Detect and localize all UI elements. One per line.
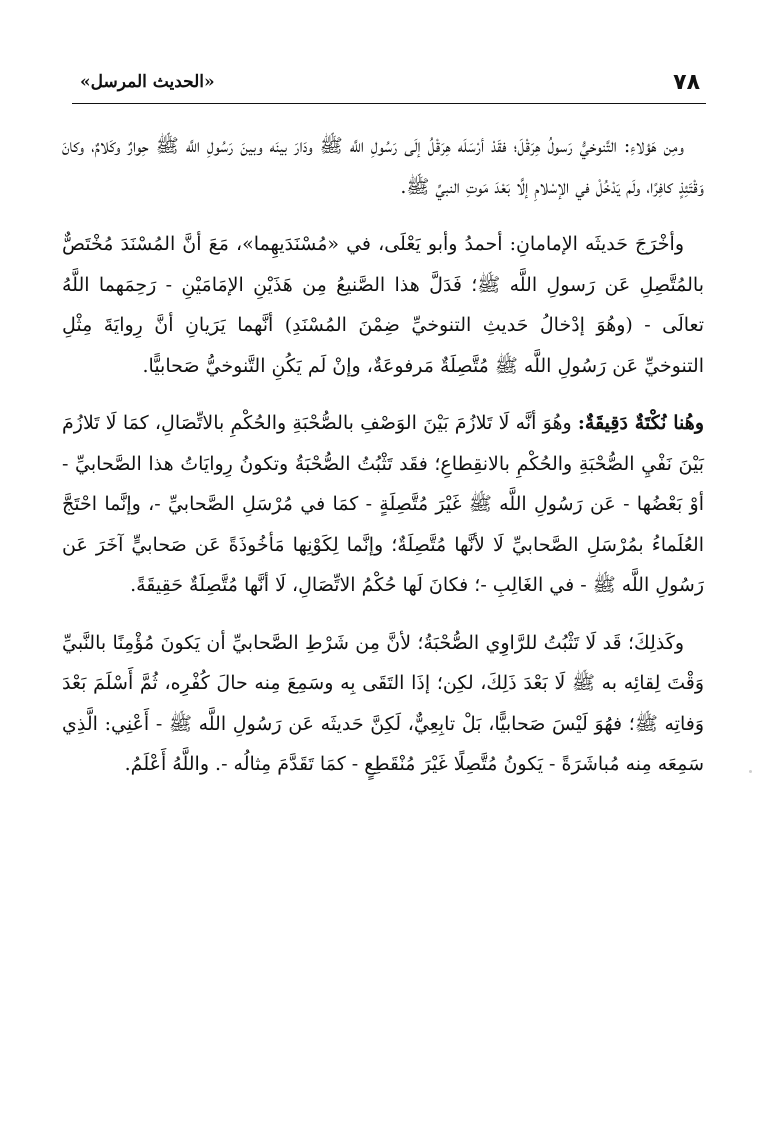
running-title: «الحديث المرسل»: [80, 72, 215, 92]
paragraph-tanukhi: [62, 126, 704, 207]
paragraph-lead: وهُنا نُكْتَةٌ دَقِيقَةٌ:: [577, 412, 704, 434]
paragraph-text: وكَذلِكَ؛ قَد لَا تَثْبُتُ للرَّاوِي الصُّحْبَةُ؛ لأنَّ مِن شَرْطِ الصَّحابيِّ أن يَكونَ مُؤْمِنًا بالنَّبيِّ وَقْتَ لِقائِه به ﷺ لَا بَعْدَ ذَلِكَ، لكِن؛ إذَا التَقَى بِه وسَمِعَ مِنه حالَ كُفْرِه، ثُمَّ أَسْلَمَ بَعْدَ وَفاتِه ﷺ؛ فهُوَ لَيْسَ صَحابيًّا، بَلْ تابِعِيٌّ، لَكِنَّ حَديثَه عَن رَسُولِ اللَّه ﷺ - أَعْنِي: الَّذِي سَمِعَه مِنه مُباشَرَةً - يَكونُ مُتَّصِلًا غَيْرَ مُنْقَطِعٍ - كمَا تَقَدَّمَ مِثالُه -. واللَّهُ أَعْلَمُ.: [62, 631, 704, 775]
paragraph-companionship: [62, 623, 704, 785]
paragraph-musnad: [62, 224, 704, 386]
paragraph-subtle-point: [62, 403, 704, 606]
margin-speck: [749, 770, 752, 773]
header-divider: [72, 103, 706, 104]
main-text: [62, 126, 704, 802]
running-header: [72, 66, 706, 104]
paragraph-text: وهُوَ أنَّه لَا تَلازُمَ بَيْنَ الوَصْفِ بالصُّحْبَةِ والحُكْمِ بالاتِّصَالِ، كمَا لَا تَلازُمَ بَيْنَ نَفْيِ الصُّحْبَةِ والحُكْمِ بالانقِطاعِ؛ فقَد تَثْبُتُ الصُّحْبَةُ وتكونُ رِوايَاتُ هذا الصَّحابيِّ - أوْ بَعْضُها - عَن رَسُولِ اللَّه ﷺ غَيْرَ مُتَّصِلَةٍ - كمَا في مُرْسَلِ الصَّحابيِّ -، وإنَّما احْتَجَّ العُلَماءُ بمُرْسَلِ الصَّحابيِّ لَا لأنَّها مُتَّصِلَةٌ؛ وإنَّما لِكَوْنِها مَأخُوذَةً عَن صَحابيٍّ آخَرَ عَن رَسُولِ اللَّه ﷺ - في الغَالِبِ -؛ فكانَ لَها حُكْمُ الاتِّصَالِ، لَا أنَّها مُتَّصِلَةٌ حَقِيقَةً.: [62, 412, 704, 596]
paragraph-text: وأخْرَجَ حَديثَه الإمامانِ: أحمدُ وأبو يَعْلَى، في «مُسْنَدَيهِما»، مَعَ أنَّ المُسْنَدَ مُخْتَصٌّ بالمُتَّصِلِ عَن رَسولِ اللَّه ﷺ؛ فَدَلَّ هذا الصَّنيعُ مِن هَذَيْنِ الإمَامَيْنِ - رَحِمَهما اللَّهُ تعالَى - (وهُوَ إدْخالُ حَديثِ التنوخيِّ ضِمْنَ المُسْنَدِ) أنَّهما يَرَيانِ أنَّ رِوايَةَ مِثْلِ التنوخيِّ عَن رَسُولِ اللَّه ﷺ مُتَّصِلَةٌ مَرفوعَةٌ، وإنْ لَم يَكُنِ التَّنوخيُّ صَحابيًّا.: [62, 233, 704, 377]
page-number: ٧٨: [673, 70, 700, 95]
paragraph-text: ومِن هَؤلاءِ: التَّنوخيُّ رَسولُ هِرَقْلَ؛ فقَدْ أرْسَلَه هِرَقْلُ إلَى رَسُولِ اللَّه ﷺ ودَارَ بينَه وبينَ رَسُولِ اللَّه ﷺ حِوارٌ وكَلامٌ، وكانَ وَقْتَئِذٍ كافِرًا، ولَم يَدْخُلْ في الإسْلامِ إلَّا بَعْدَ مَوتِ النبيِّ ﷺ.: [62, 135, 704, 198]
